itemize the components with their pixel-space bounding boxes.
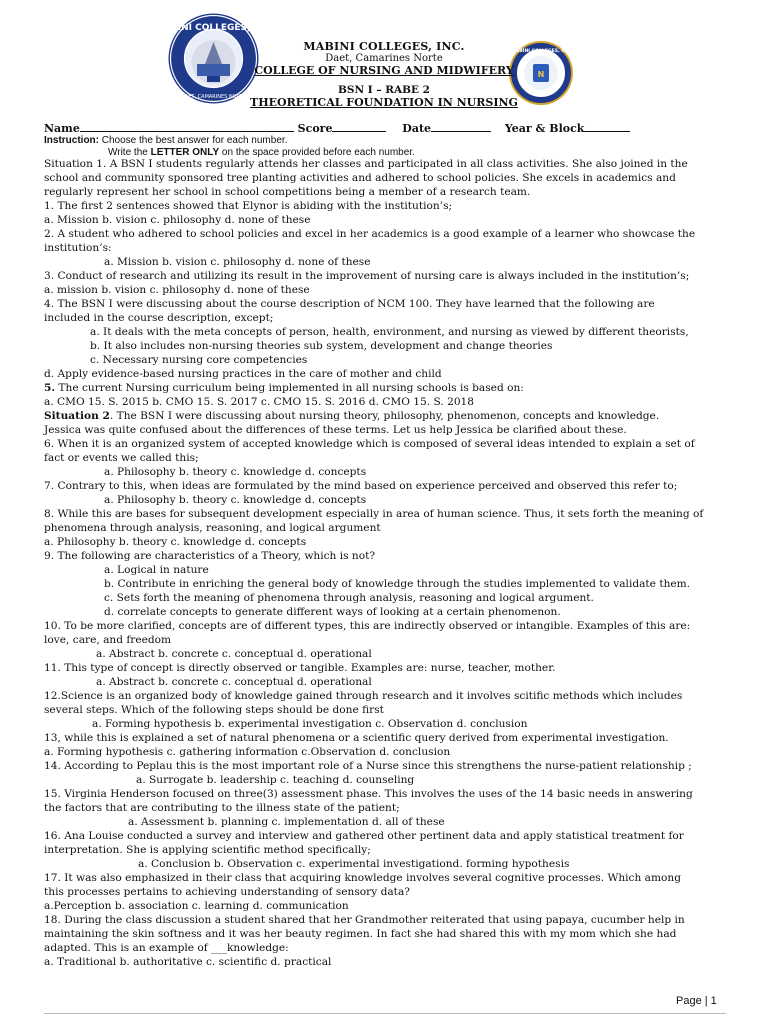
question-line: fact or events we called this;: [44, 452, 199, 464]
exam-title: BSN I – RABE 2: [338, 84, 430, 96]
question-line: 18. During the class discussion a student shared that her Grandmother reiterated that using papaya, cucumber help in: [44, 914, 685, 926]
question-line: 13, while this is explained a set of natural phenomena or a scientific query derived from experimental investigation.: [44, 732, 669, 744]
question-line: several steps. Which of the following steps should be done first: [44, 704, 384, 716]
choice-line: b. Contribute in enriching the general body of knowledge through the studies implemented to validate them.: [104, 578, 691, 590]
choice-line: a. It deals with the meta concepts of person, health, environment, and nursing as viewed by different theorists,: [90, 326, 689, 338]
question-line: 1. The first 2 sentences showed that Elynor is abiding with the institution’s;: [44, 200, 453, 212]
choices-line: a. Mission b. vision c. philosophy d. none of these: [104, 256, 371, 268]
choices-line: a. mission b. vision c. philosophy d. none of these: [44, 284, 310, 296]
instruction-line-1: Instruction: Choose the best answer for each number.: [44, 135, 288, 146]
choices-line: a. Mission b. vision c. philosophy d. none of these: [44, 214, 311, 226]
question-line: 15. Virginia Henderson focused on three(3) assessment phase. This involves the uses of the 14 basic needs in answering: [44, 788, 693, 800]
date-blank[interactable]: [431, 121, 491, 132]
situation-line: Situation 2. The BSN I were discussing about nursing theory, philosophy, phenomenon, concepts and knowledge.: [44, 410, 660, 422]
question-line: institution’s:: [44, 242, 112, 254]
choice-line: d. correlate concepts to generate different ways of looking at a certain phenomenon.: [104, 606, 561, 618]
question-line: 3. Conduct of research and utilizing its result in the improvement of nursing care is always included in the institution’s;: [44, 270, 690, 282]
choices-line: a. Forming hypothesis b. experimental investigation c. Observation d. conclusion: [92, 718, 528, 730]
logo-right-text: MABINI COLLEGES, Inc.: [511, 49, 571, 54]
date-label: Date: [402, 122, 432, 135]
choice-line: c. Sets forth the meaning of phenomena through analysis, reasoning and logical argument.: [104, 592, 594, 604]
question-line: 7. Contrary to this, when ideas are formulated by the mind based on experience perceived and observed this refer to;: [44, 480, 678, 492]
school-address: Daet, Camarines Norte: [325, 53, 443, 64]
footer-divider: [44, 1013, 726, 1014]
choice-line: c. Necessary nursing core competencies: [90, 354, 308, 366]
score-label: Score: [297, 122, 333, 135]
question-line: the factors that are contributing to the illness state of the patient;: [44, 802, 400, 814]
question-line: 6. When it is an organized system of accepted knowledge which is composed of several ideas intended to explain a set of: [44, 438, 695, 450]
choices-line: a.Perception b. association c. learning d. communication: [44, 900, 349, 912]
name-blank[interactable]: [80, 121, 294, 132]
question-line: 16. Ana Louise conducted a survey and interview and gathered other pertinent data and apply statistical treatment for: [44, 830, 684, 842]
choice-line: a. Logical in nature: [104, 564, 209, 576]
svg-text:N: N: [537, 70, 545, 79]
question-line: 14. According to Peplau this is the most important role of a Nurse since this strengthens the nurse-patient relationship ;: [44, 760, 692, 772]
page-number: Page | 1: [676, 995, 717, 1007]
choices-line: a. Assessment b. planning c. implementation d. all of these: [128, 816, 445, 828]
choices-line: a. Traditional b. authoritative c. scientific d. practical: [44, 956, 332, 968]
question-line: 8. While this are bases for subsequent development especially in area of human science. Thus, it sets forth the meaning of: [44, 508, 704, 520]
question-line: included in the course description, except;: [44, 312, 274, 324]
choices-line: a. Abstract b. concrete c. conceptual d. operational: [96, 648, 372, 660]
instruction-line-2: Write the LETTER ONLY on the space provided before each number.: [108, 147, 415, 158]
choices-line: a. CMO 15. S. 2015 b. CMO 15. S. 2017 c. CMO 15. S. 2016 d. CMO 15. S. 2018: [44, 396, 475, 408]
choices-line: a. Philosophy b. theory c. knowledge d. concepts: [44, 536, 307, 548]
name-label: Name: [44, 122, 80, 135]
logo-left-sub: DAET, CAMARINES NORTE: [181, 94, 246, 100]
question-line: 12.Science is an organized body of knowledge gained through research and it involves scitific methods which includes: [44, 690, 683, 702]
question-line: adapted. This is an example of ___knowledge:: [44, 942, 289, 954]
question-line: maintaining the skin softness and it was her beauty regimen. In fact she had shared this with my mom which she had: [44, 928, 677, 940]
choices-line: a. Surrogate b. leadership c. teaching d. counseling: [136, 774, 415, 786]
question-line: 9. The following are characteristics of a Theory, which is not?: [44, 550, 376, 562]
question-line: phenomena through analysis, reasoning, and logical argument: [44, 522, 381, 534]
year-block-label: Year & Block: [504, 122, 585, 135]
text-line: Situation 1. A BSN I students regularly attends her classes and participated in all class activities. She also joined in the: [44, 158, 688, 170]
choices-line: a. Abstract b. concrete c. conceptual d. operational: [96, 676, 372, 688]
logo-left-text: MABINI COLLEGES, Inc.: [154, 23, 273, 33]
question-line: love, care, and freedom: [44, 634, 172, 646]
school-name: MABINI COLLEGES, INC.: [303, 40, 465, 53]
college-name: COLLEGE OF NURSING AND MIDWIFERY: [254, 64, 514, 77]
choices-line: a. Forming hypothesis c. gathering information c.Observation d. conclusion: [44, 746, 451, 758]
question-line: 11. This type of concept is directly observed or tangible. Examples are: nurse, teacher, mother.: [44, 662, 556, 674]
question-line: interpretation. She is applying scientific method specifically;: [44, 844, 371, 856]
question-line: 17. It was also emphasized in their class that acquiring knowledge involves several cognitive processes. Which among: [44, 872, 682, 884]
subject-title: THEORETICAL FOUNDATION IN NURSING: [250, 96, 518, 109]
text-line: Jessica was quite confused about the differences of these terms. Let us help Jessica be clarified about these.: [44, 424, 627, 436]
choice-line: b. It also includes non-nursing theories sub system, development and change theories: [90, 340, 553, 352]
year-block-blank[interactable]: [584, 121, 630, 132]
choices-line: a. Conclusion b. Observation c. experimental investigationd. forming hypothesis: [138, 858, 570, 870]
choice-line: d. Apply evidence-based nursing practices in the care of mother and child: [44, 368, 442, 380]
question-line: 2. A student who adhered to school policies and excel in her academics is a good example of a learner who showcase the: [44, 228, 696, 240]
question-line: this processes pertains to achieving understanding of sensory data?: [44, 886, 410, 898]
question-line: 5. The current Nursing curriculum being implemented in all nursing schools is based on:: [44, 382, 524, 394]
score-blank[interactable]: [332, 121, 386, 132]
choices-line: a. Philosophy b. theory c. knowledge d. concepts: [104, 494, 367, 506]
question-line: 4. The BSN I were discussing about the course description of NCM 100. They have learned that the following are: [44, 298, 655, 310]
text-line: school and community sponsored tree planting activities and adhered to school policies. She excels in academics and: [44, 172, 676, 184]
choices-line: a. Philosophy b. theory c. knowledge d. concepts: [104, 466, 367, 478]
question-line: 10. To be more clarified, concepts are of different types, this are indirectly observed or intangible. Examples of this are:: [44, 620, 691, 632]
text-line: regularly represent her school in school competitions being a member of a research team.: [44, 186, 531, 198]
